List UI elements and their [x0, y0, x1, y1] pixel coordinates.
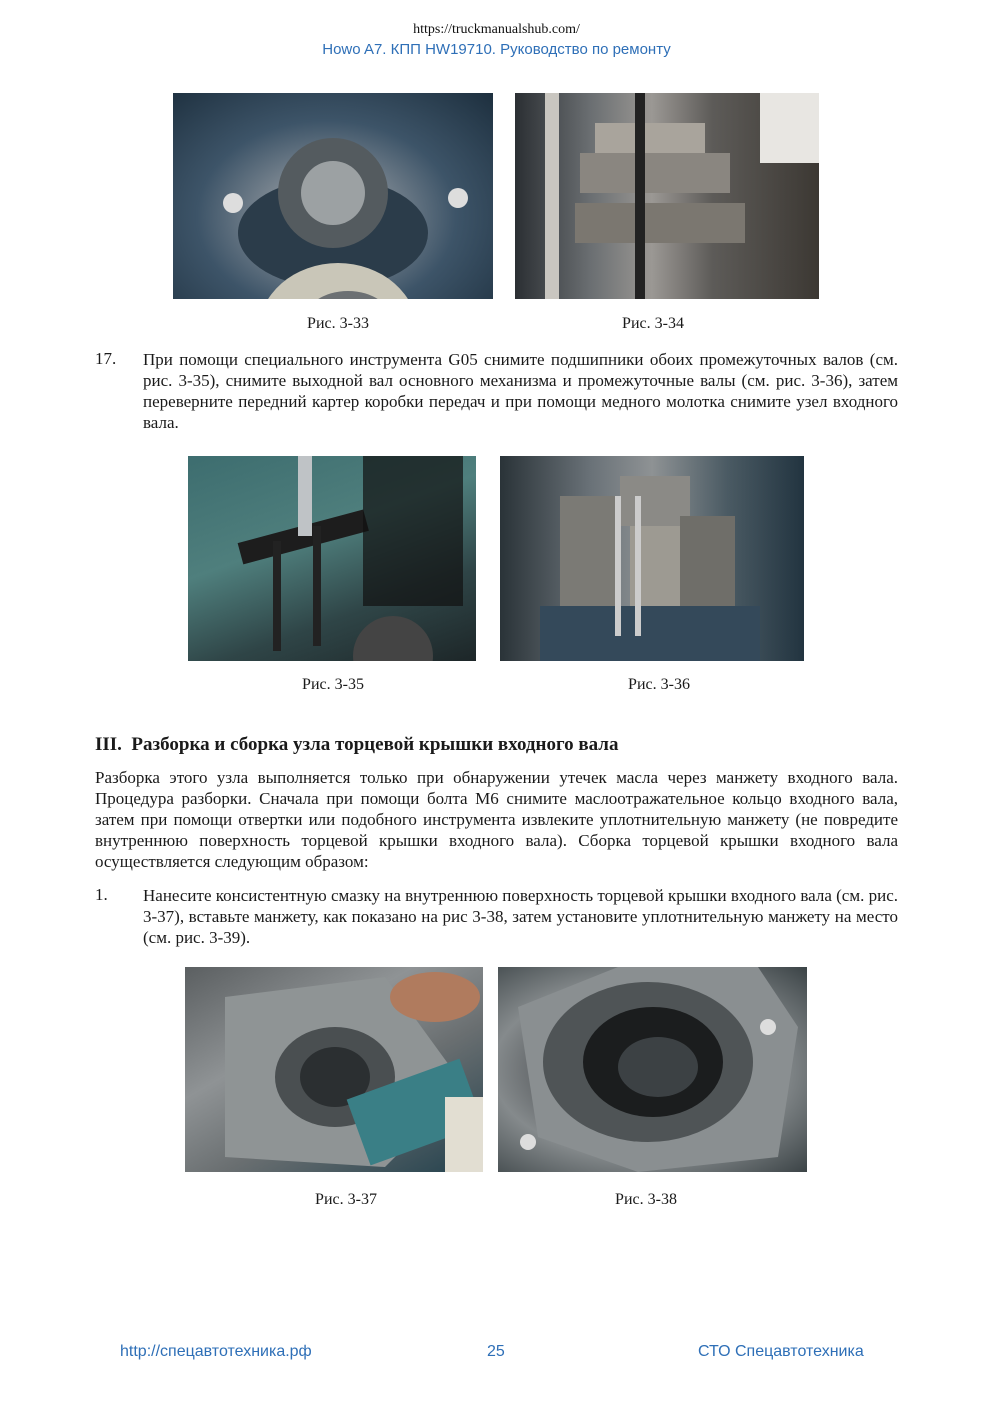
end-cover-grease-illustration — [185, 967, 483, 1172]
photo-3-33 — [173, 93, 493, 299]
caption-3-38: Рис. 3-38 — [615, 1191, 677, 1208]
caption-3-37: Рис. 3-37 — [315, 1191, 377, 1208]
photo-3-37 — [185, 967, 483, 1172]
section-heading: III. Разборка и сборка узла торцевой крышки входного вала — [95, 734, 619, 755]
section-intro: Разборка этого узла выполняется только при обнаружении утечек масла через манжету входного вала. Процедура разборки. Сначала при помощи болта М6 снимите маслоотражательное кольцо входного вала, затем при помощи отвертки или подобного инструмента извлеките уплотнительную манжету (не повредите внутреннюю поверхность торцевой крышки входного вала). Сборка торцевой крышки входного вала осуществляется следующим образом: — [95, 768, 898, 871]
document-title: Howo A7. КПП HW19710. Руководство по ремонту — [322, 41, 671, 58]
photo-3-36 — [500, 456, 804, 661]
footer-company: СТО Спецавтотехника — [698, 1343, 864, 1360]
countershafts-illustration — [500, 456, 804, 661]
gearbox-cover-illustration — [173, 93, 493, 299]
footer-link[interactable]: http://спецавтотехника.рф — [120, 1343, 312, 1360]
gear-shafts-illustration — [515, 93, 819, 299]
photo-3-38 — [498, 967, 807, 1172]
page-number: 25 — [487, 1343, 505, 1360]
step-1-text: Нанесите консистентную смазку на внутреннюю поверхность торцевой крышки входного вала (см. рис. 3-37), вставьте манжету, как показано на рис 3-38, затем установите уплотнительную манжету на место (см. рис. 3-39). — [143, 886, 898, 947]
step-1-number: 1. — [95, 885, 108, 904]
step-17-text: При помощи специального инструмента G05 снимите подшипники обоих промежуточных валов (см. рис. 3-35), снимите выходной вал основного механизма и промежуточные валы (см. рис. 3-36), затем переверните передний картер коробки передач и при помощи медного молотка снимите узел входного вала. — [143, 350, 898, 432]
caption-3-36: Рис. 3-36 — [628, 676, 690, 693]
seal-in-cover-illustration — [498, 967, 807, 1172]
header-url: https://truckmanualshub.com/ — [413, 22, 580, 37]
caption-3-33: Рис. 3-33 — [307, 315, 369, 332]
photo-3-35 — [188, 456, 476, 661]
caption-3-35: Рис. 3-35 — [302, 676, 364, 693]
photo-3-34 — [515, 93, 819, 299]
step-17-number: 17. — [95, 349, 117, 368]
caption-3-34: Рис. 3-34 — [622, 315, 684, 332]
bearing-puller-illustration — [188, 456, 476, 661]
